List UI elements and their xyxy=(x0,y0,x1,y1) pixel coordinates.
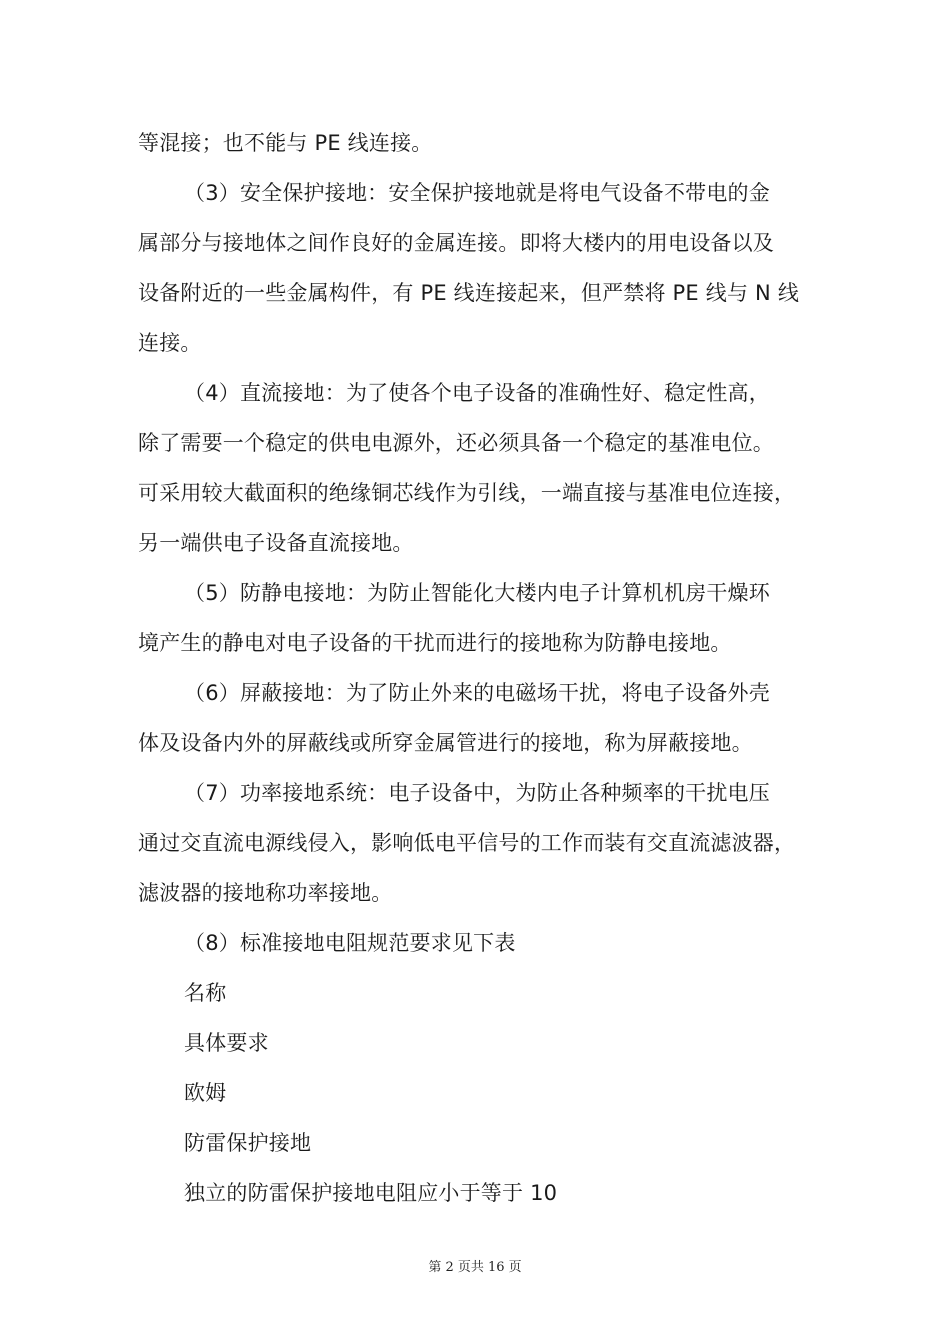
paragraph-8-start: （8）标准接地电阻规范要求见下表 xyxy=(184,931,516,955)
text-line: 可采用较大截面积的绝缘铜芯线作为引线，一端直接与基准电位连接， xyxy=(138,481,796,505)
text-line: 属部分与接地体之间作良好的金属连接。即将大楼内的用电设备以及 xyxy=(138,231,774,255)
paragraph-3-start: （3）安全保护接地：安全保护接地就是将电气设备不带电的金 xyxy=(184,181,770,205)
paragraph-4-start: （4）直流接地：为了使各个电子设备的准确性好、稳定性高， xyxy=(184,381,770,405)
text-line: 滤波器的接地称功率接地。 xyxy=(138,881,393,905)
paragraph-6-start: （6）屏蔽接地：为了防止外来的电磁场干扰，将电子设备外壳 xyxy=(184,681,770,705)
table-cell-lightning-name: 防雷保护接地 xyxy=(184,1131,312,1155)
paragraph-5-start: （5）防静电接地：为防止智能化大楼内电子计算机机房干燥环 xyxy=(184,581,770,605)
paragraph-7-start: （7）功率接地系统：电子设备中，为防止各种频率的干扰电压 xyxy=(184,781,770,805)
text-line: 等混接；也不能与 PE 线连接。 xyxy=(138,131,433,155)
page-number-footer: 第 2 页共 16 页 xyxy=(428,1260,522,1275)
text-line: 连接。 xyxy=(138,331,202,355)
table-cell-name-header: 名称 xyxy=(184,981,227,1005)
text-line: 境产生的静电对电子设备的干扰而进行的接地称为防静电接地。 xyxy=(138,631,732,655)
text-line: 除了需要一个稳定的供电电源外，还必须具备一个稳定的基准电位。 xyxy=(138,431,774,455)
table-cell-lightning-requirement: 独立的防雷保护接地电阻应小于等于 10 xyxy=(184,1181,558,1205)
text-line: 设备附近的一些金属构件，有 PE 线连接起来，但严禁将 PE 线与 N 线 xyxy=(138,281,800,305)
text-line: 体及设备内外的屏蔽线或所穿金属管进行的接地，称为屏蔽接地。 xyxy=(138,731,753,755)
text-line: 通过交直流电源线侵入，影响低电平信号的工作而装有交直流滤波器， xyxy=(138,831,796,855)
text-line: 另一端供电子设备直流接地。 xyxy=(138,531,414,555)
table-cell-unit-header: 欧姆 xyxy=(184,1081,227,1105)
document-body xyxy=(138,118,828,1218)
table-cell-requirement-header: 具体要求 xyxy=(184,1031,269,1055)
